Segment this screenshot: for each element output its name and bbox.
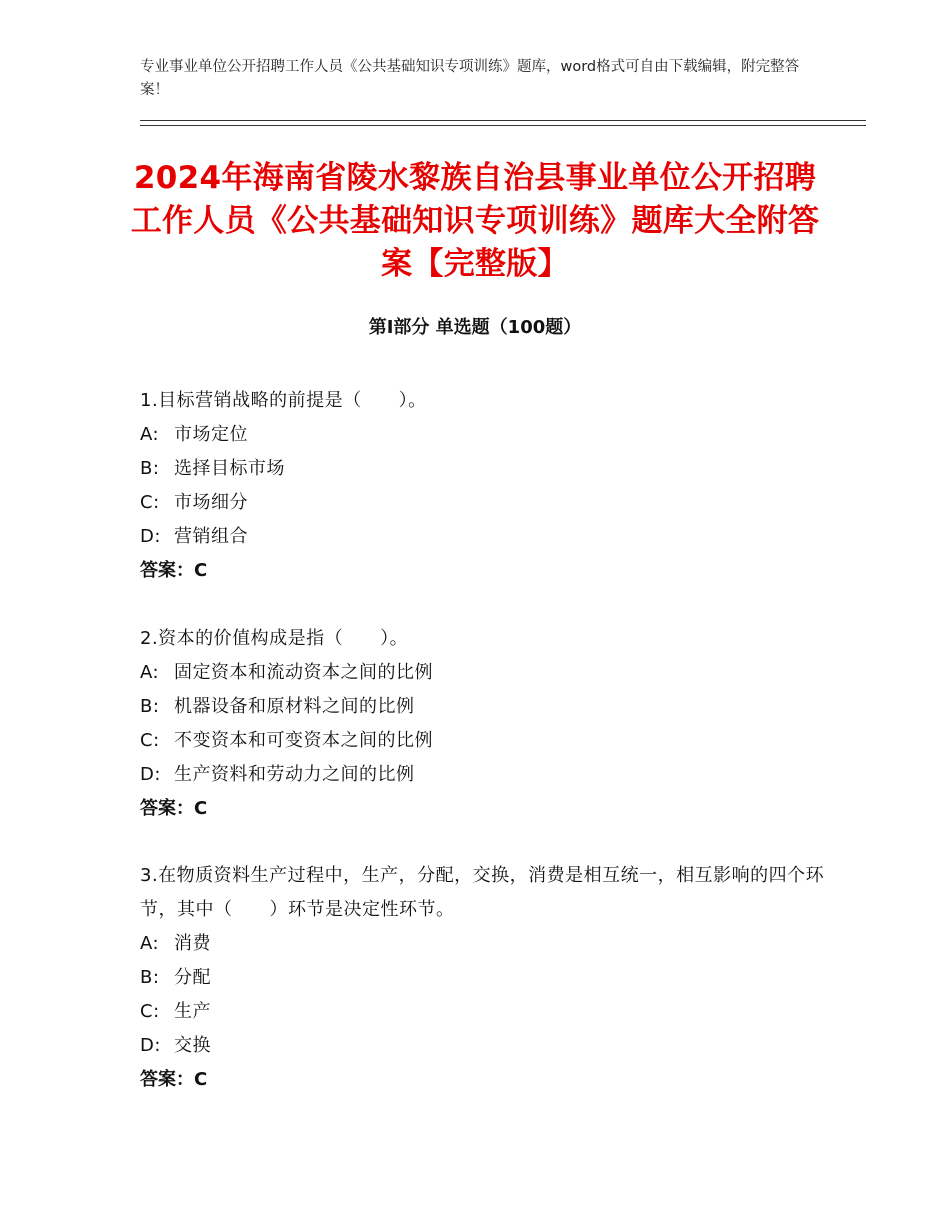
question-stem: 2.资本的价值构成是指（ ）。: [140, 628, 409, 649]
answer: 答案：C: [140, 1069, 208, 1090]
option-text: 选择目标市场: [174, 458, 285, 479]
option-text: 分配: [174, 967, 211, 988]
header-rule-top: [140, 120, 866, 121]
document-title: 2024年海南省陵水黎族自治县事业单位公开招聘工作人员《公共基础知识专项训练》题库大全附答案【完整版】: [130, 160, 820, 282]
option-text: 消费: [174, 933, 211, 954]
option-c: [140, 724, 830, 758]
option-text: 营销组合: [174, 526, 248, 547]
answer: 答案：C: [140, 560, 208, 581]
option-a: [140, 418, 830, 452]
option-a: [140, 656, 830, 690]
option-letter: B:: [140, 458, 160, 479]
option-letter: B:: [140, 696, 160, 717]
option-letter: D:: [140, 526, 161, 547]
option-c: [140, 995, 830, 1029]
question-2: [140, 622, 830, 826]
option-c: [140, 486, 830, 520]
option-text: 交换: [174, 1035, 211, 1056]
option-letter: A:: [140, 933, 160, 954]
question-stem: 1.目标营销战略的前提是（ ）。: [140, 390, 427, 411]
option-text: 生产资料和劳动力之间的比例: [174, 764, 415, 785]
option-b: [140, 690, 830, 724]
question-1: [140, 384, 830, 588]
option-text: 市场细分: [174, 492, 248, 513]
option-letter: C:: [140, 492, 160, 513]
header-rule-bottom: [140, 125, 866, 126]
option-text: 固定资本和流动资本之间的比例: [174, 662, 433, 683]
answer: 答案：C: [140, 798, 208, 819]
option-a: [140, 927, 830, 961]
option-letter: C:: [140, 730, 160, 751]
option-b: [140, 452, 830, 486]
option-d: [140, 1029, 830, 1063]
option-text: 机器设备和原材料之间的比例: [174, 696, 415, 717]
option-text: 生产: [174, 1001, 211, 1022]
option-d: [140, 520, 830, 554]
option-text: 不变资本和可变资本之间的比例: [174, 730, 433, 751]
question-3: [140, 859, 830, 1097]
option-letter: D:: [140, 1035, 161, 1056]
option-text: 市场定位: [174, 424, 248, 445]
section-title: 第Ⅰ部分 单选题（100题）: [368, 317, 582, 338]
option-letter: A:: [140, 662, 160, 683]
option-b: [140, 961, 830, 995]
option-d: [140, 758, 830, 792]
header-note: 专业事业单位公开招聘工作人员《公共基础知识专项训练》题库，word格式可自由下载编辑，附完整答案！: [140, 59, 800, 98]
option-letter: C:: [140, 1001, 160, 1022]
option-letter: B:: [140, 967, 160, 988]
option-letter: A:: [140, 424, 160, 445]
question-stem: 3.在物质资料生产过程中，生产，分配，交换，消费是相互统一，相互影响的四个环节，其中（ ）环节是决定性环节。: [140, 865, 825, 920]
option-letter: D:: [140, 764, 161, 785]
